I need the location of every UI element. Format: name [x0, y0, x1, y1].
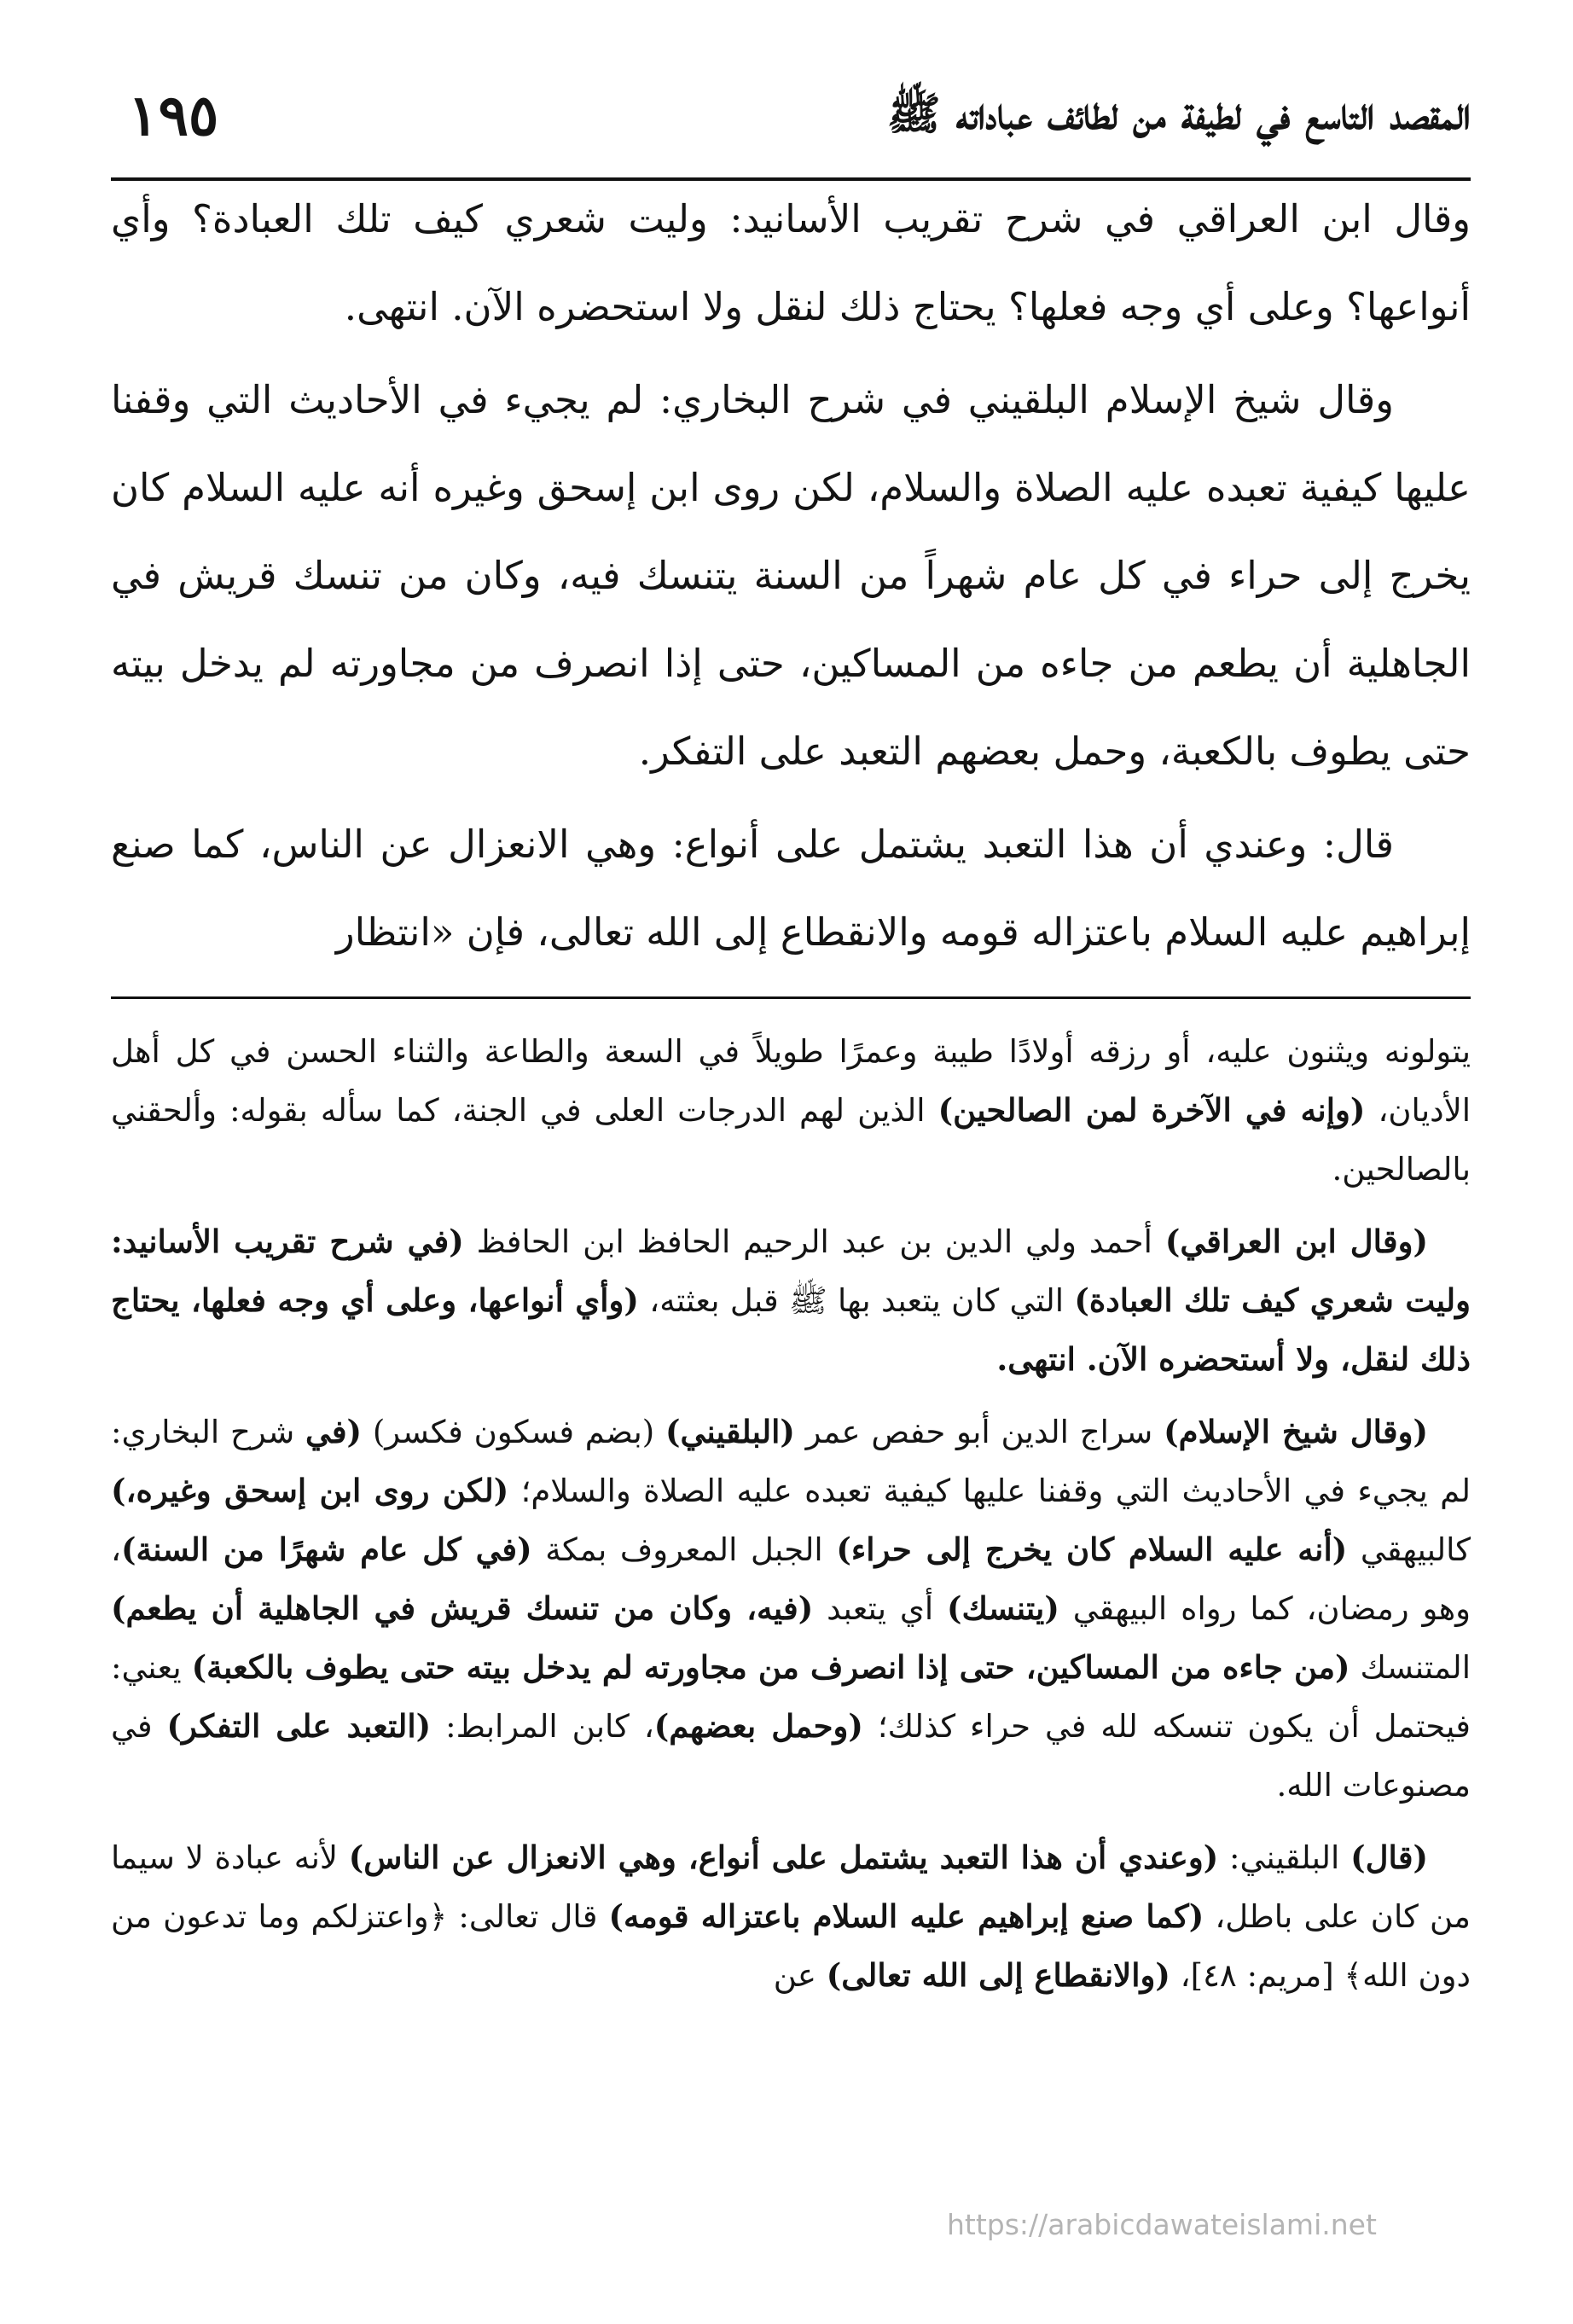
page-header: [111, 75, 1471, 181]
note-text: في مصنوعات الله.: [111, 1708, 1471, 1804]
note-quote: (في: [305, 1413, 363, 1450]
note-text: ، وهو رمضان، كما رواه البيهقي: [111, 1531, 1471, 1627]
main-paragraph: قال: وعندي أن هذا التعبد يشتمل على أنواع: وهي الانعزال عن الناس، كما صنع إبراهيم عليه السلام باعتزاله قومه والانقطاع إلى الله تعالى، فإن «انتظار: [111, 822, 1471, 955]
running-head: المقصد التاسع في لطيفة من لطائف عباداته ﷺ: [886, 88, 1471, 140]
note-text: التي كان يتعبد بها ﷺ قبل بعثته،: [638, 1282, 1075, 1319]
note-quote: (وقال ابن العراقي): [1164, 1223, 1428, 1260]
note-text: عن: [773, 1957, 827, 1994]
note-text: الجبل المعروف بمكة: [531, 1531, 837, 1568]
note-text: لأنه عبادة لا سيما من كان على باطل،: [111, 1839, 1471, 1935]
note-quote: (التعبد على التفكر): [166, 1707, 432, 1745]
page-number: ١٩٥: [128, 82, 219, 148]
note-text: الذين لهم الدرجات العلى في الجنة، كما سأله بقوله: وألحقني بالصالحين.: [111, 1092, 1471, 1188]
note-text: يعني: فيحتمل أن يكون تنسكه لله في حراء كذلك؛: [111, 1649, 1471, 1745]
note-paragraph: [111, 1828, 1471, 2005]
note-quote: (وقال شيخ الإسلام): [1164, 1413, 1428, 1450]
main-paragraph: وقال شيخ الإسلام البلقيني في شرح البخاري: لم يجيء في الأحاديث التي وقفنا عليها كيفية تعبده عليه الصلاة والسلام، لكن روى ابن إسحق وغيره أنه عليه السلام كان يخرج إلى حراء في كل عام شهراً من السنة يتنسك فيه، وكان من تنسك قريش في الجاهلية أن يطعم من جاءه من المساكين، حتى إذا انصرف من مجاورته لم يدخل بيته حتى يطوف بالكعبة، وحمل بعضهم التعبد على التفكر.: [111, 377, 1471, 774]
note-quote: (وعندي أن هذا التعبد يشتمل على أنواع، وهي الانعزال عن الناس): [348, 1839, 1219, 1876]
commentary-notes: [111, 1022, 1471, 2019]
note-quote: (البلقيني): [665, 1413, 795, 1450]
note-quote: (من جاءه من المساكين، حتى إذا انصرف من مجاورته لم يدخل بيته حتى يطوف بالكعبة): [191, 1648, 1350, 1686]
note-text: (بضم فسكون فكسر): [362, 1414, 666, 1450]
note-text: أحمد ولي الدين بن عبد الرحيم الحافظ ابن الحافظ: [463, 1223, 1165, 1260]
footnote-divider: [111, 996, 1471, 999]
note-paragraph: [111, 1403, 1471, 1815]
note-text: يتولونه ويثنون عليه، أو رزقه أولادًا طيبة وعمرًا طويلاً في السعة والطاعة والثناء الحسن في كل أهل الأديان،: [111, 1033, 1471, 1129]
note-quote: (يتنسك): [947, 1589, 1059, 1627]
note-text: البلقيني:: [1218, 1839, 1351, 1876]
main-paragraph: وقال ابن العراقي في شرح تقريب الأسانيد: وليت شعري كيف تلك العبادة؟ وأي أنواعها؟ وعلى أي وجه فعلها؟ يحتاج ذلك لنقل ولا استحضره الآن. انتهى.: [111, 196, 1471, 329]
watermark-url: https://arabicdawateislami.net: [947, 2208, 1377, 2241]
note-quote: (أنه عليه السلام كان يخرج إلى حراء): [836, 1531, 1348, 1568]
note-quote: (لكن روى ابن إسحق وغيره،): [111, 1472, 509, 1509]
note-text: المتنسك: [1350, 1649, 1471, 1686]
note-text: شرح البخاري: لم يجيء في الأحاديث التي وقفنا عليها كيفية تعبده عليه الصلاة والسلام؛: [111, 1414, 1471, 1509]
note-quote: (وإنه في الآخرة لمن الصالحين): [937, 1091, 1366, 1129]
note-quote: (قال): [1350, 1839, 1429, 1876]
note-text: قال تعالى: ﴿واعتزلكم وما تدعون من دون الله﴾ [مريم: ٤٨]،: [111, 1898, 1471, 1994]
note-quote: (في كل عام شهرًا من السنة): [120, 1531, 532, 1568]
note-quote: (والانقطاع إلى الله تعالى): [826, 1956, 1170, 1994]
note-paragraph: [111, 1022, 1471, 1199]
note-quote: (وحمل بعضهم): [653, 1707, 863, 1745]
main-text: [111, 175, 1471, 981]
note-quote: (كما صنع إبراهيم عليه السلام باعتزاله قومه): [608, 1897, 1204, 1935]
note-text: سراج الدين أبو حفص عمر: [794, 1414, 1164, 1450]
note-text: أي يتعبد: [813, 1590, 947, 1627]
note-quote: (وأي أنواعها، وعلى أي وجه فعلها، يحتاج ذلك لنقل، ولا أستحضره الآن. انتهى.: [111, 1281, 1471, 1378]
note-text: كالبيهقي: [1347, 1531, 1471, 1568]
note-text: ، كابن المرابط:: [431, 1708, 654, 1745]
note-quote: (في شرح تقريب الأسانيد: وليت شعري كيف تلك العبادة): [111, 1223, 1471, 1319]
note-paragraph: [111, 1212, 1471, 1389]
note-quote: (فيه، وكان من تنسك قريش في الجاهلية أن يطعم): [111, 1589, 814, 1627]
